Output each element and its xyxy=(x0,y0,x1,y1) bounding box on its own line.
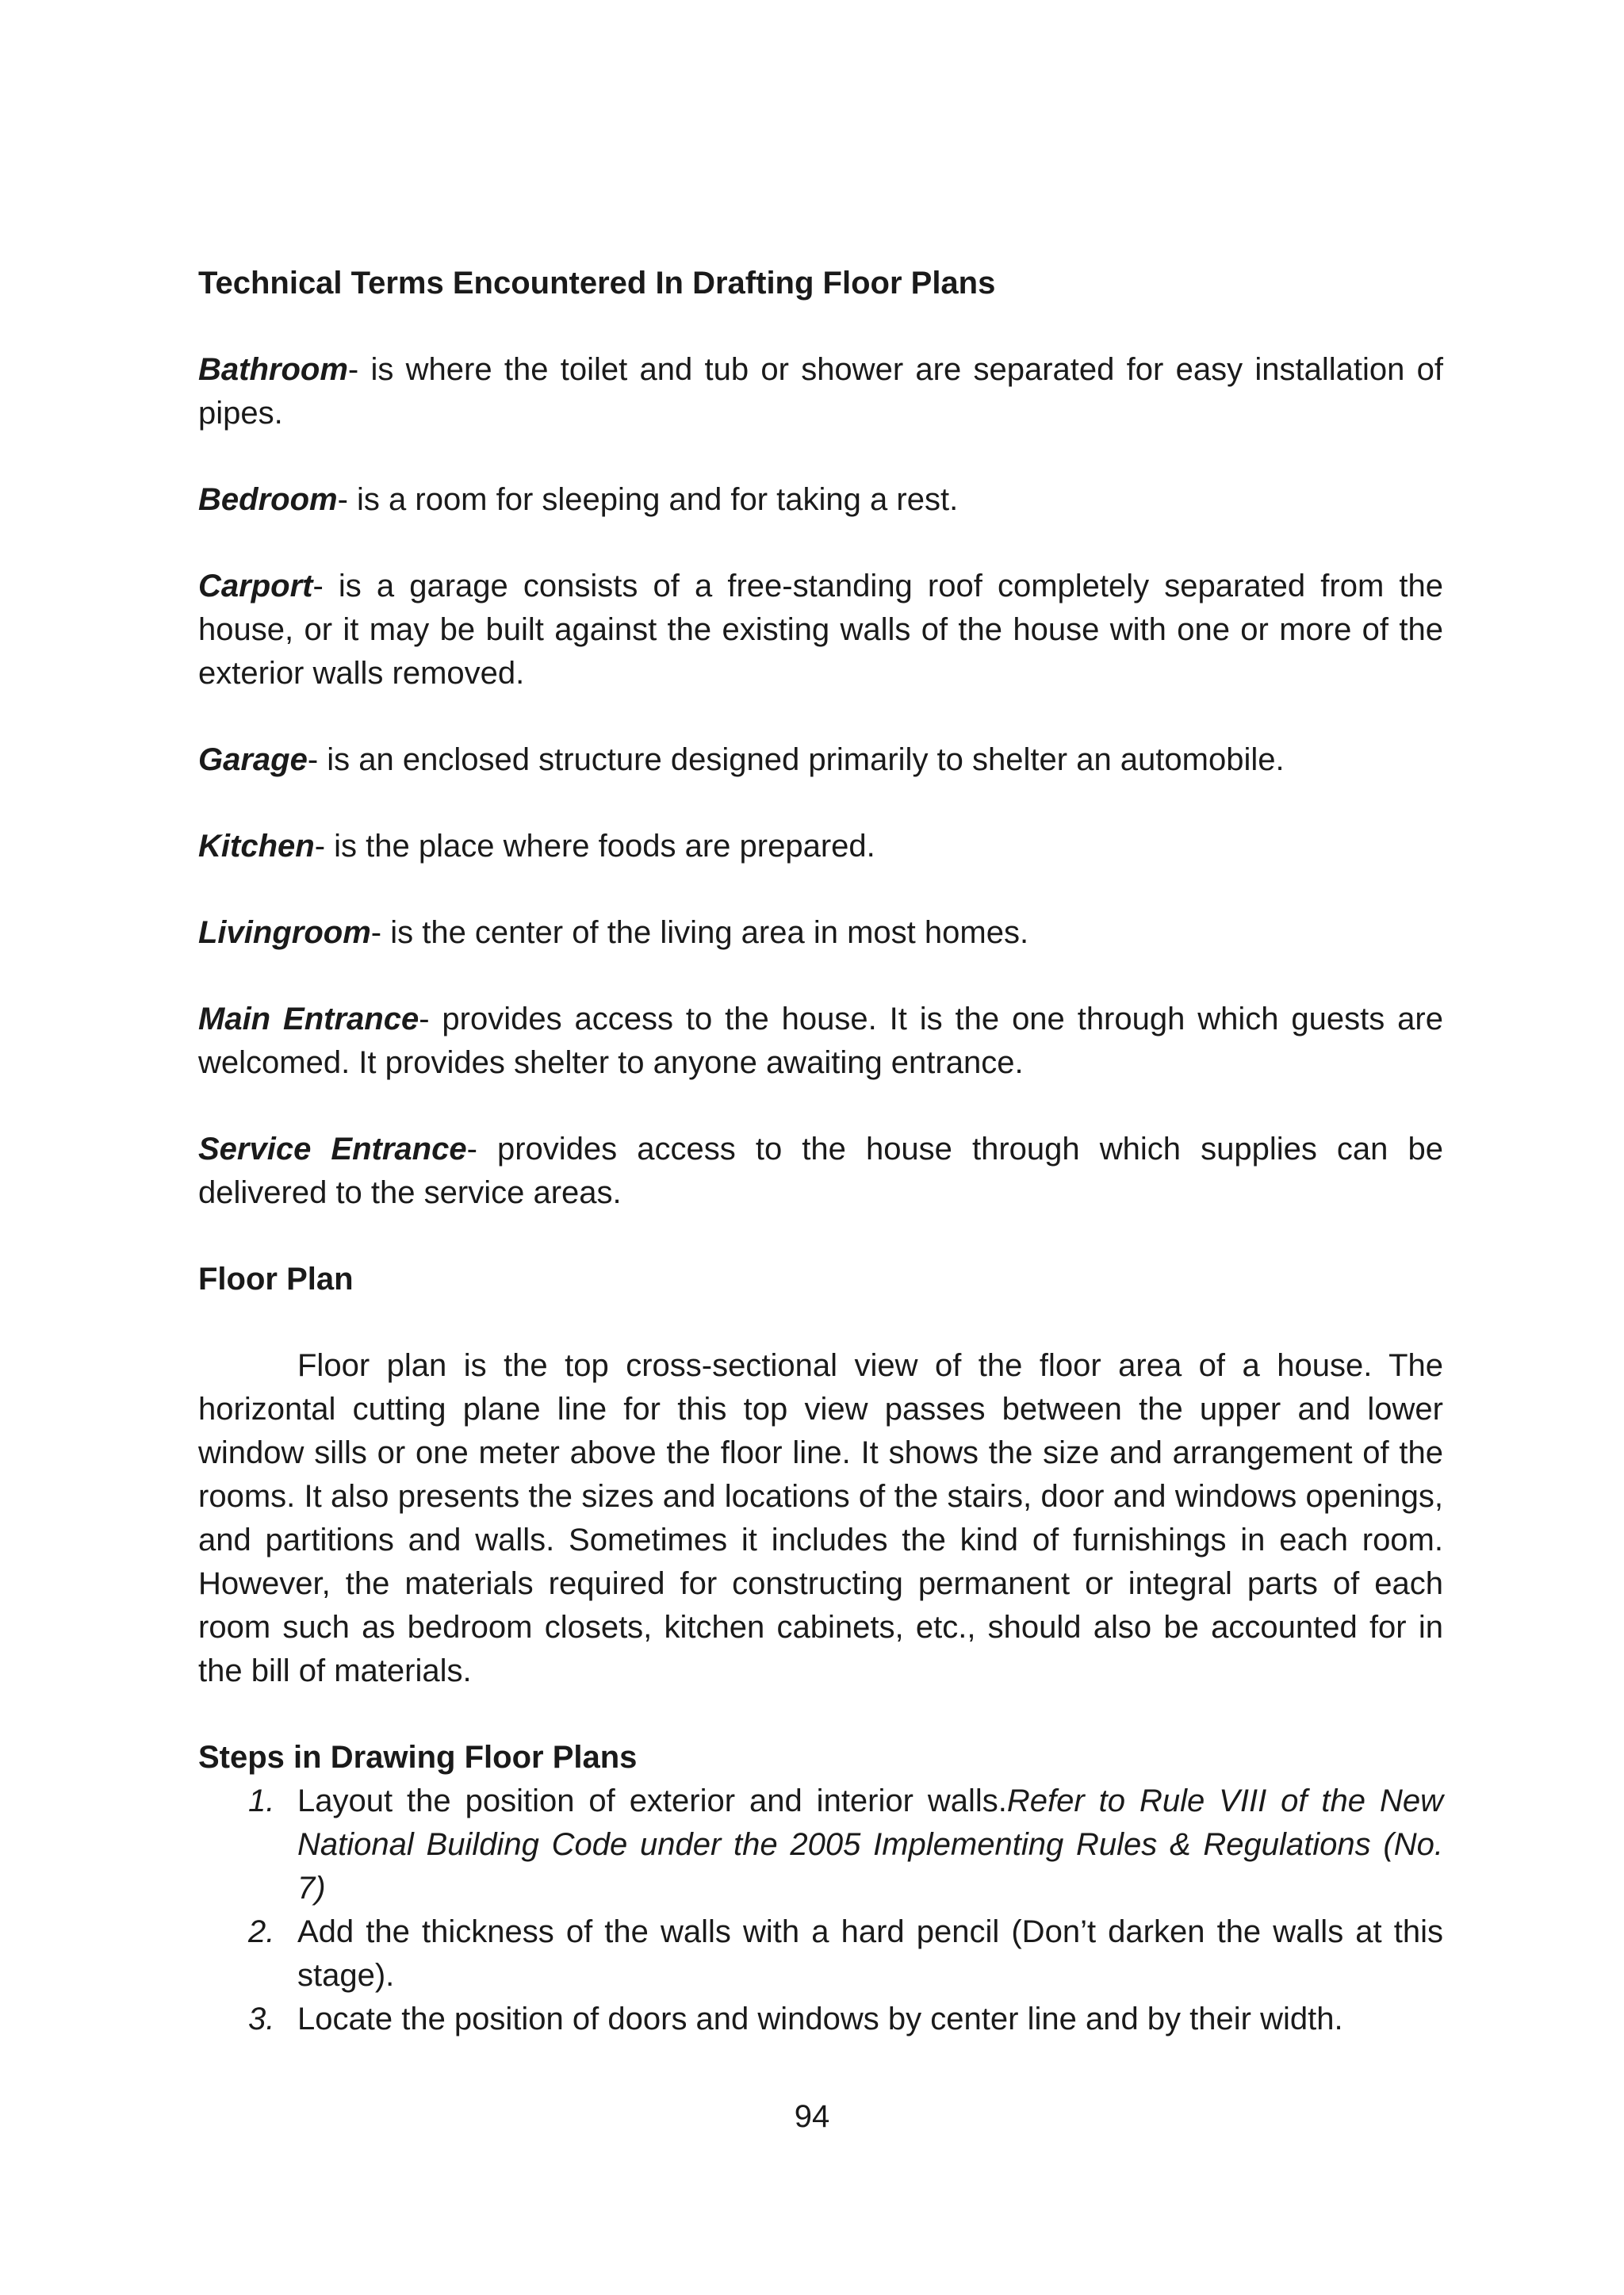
step-note: Refer to Rule VIII of the New National Building Code under the 2005 Implementing Rules & Regulations (No. 7) xyxy=(297,1784,1443,1906)
term-label: Main Entrance xyxy=(198,1002,419,1036)
term-label: Service Entrance xyxy=(198,1132,467,1167)
term-definition: - provides access to the house through which supplies can be delivered to the service areas. xyxy=(198,1132,1443,1210)
list-item xyxy=(198,1998,1443,2041)
step-text: Add the thickness of the walls with a hard pencil (Don’t darken the walls at this stage). xyxy=(297,1914,1443,1993)
term-definition: - is an enclosed structure designed primarily to shelter an automobile. xyxy=(307,742,1285,777)
term-label: Bathroom xyxy=(198,352,348,387)
page-title: Technical Terms Encountered In Drafting Floor Plans xyxy=(198,266,996,301)
step-number: 2. xyxy=(248,1914,275,1949)
list-item xyxy=(198,1910,1443,1998)
step-number: 3. xyxy=(248,2002,275,2036)
term-definition: - is the place where foods are prepared. xyxy=(314,829,875,864)
term-definition: - is where the toilet and tub or shower are separated for easy installation of pipes. xyxy=(198,352,1443,431)
term-bathroom xyxy=(198,348,1443,435)
document-page xyxy=(198,262,1443,2041)
floor-plan-body: Floor plan is the top cross-sectional view of the floor area of a house. The horizontal cutting plane line for this top view passes between the upper and lower window sills or one meter above the floor line. It shows the size and arrangement of the rooms. It also presents the sizes and locations of the stairs, door and windows openings, and partitions and walls. Sometimes it includes the kind of furnishings in each room. However, the materials required for constructing permanent or integral parts of each room such as bedroom closets, kitchen cabinets, etc., should also be accounted for in the bill of materials. xyxy=(198,1348,1443,1688)
step-text: Layout the position of exterior and interior walls. xyxy=(297,1784,1007,1818)
step-text: Locate the position of doors and windows by center line and by their width. xyxy=(297,2002,1343,2036)
term-carport xyxy=(198,565,1443,695)
list-item xyxy=(198,1780,1443,1910)
term-label: Garage xyxy=(198,742,308,777)
term-service-entrance xyxy=(198,1128,1443,1215)
term-kitchen xyxy=(198,825,1443,868)
term-label: Kitchen xyxy=(198,829,315,864)
floor-plan-heading: Floor Plan xyxy=(198,1262,354,1297)
term-definition: - is a garage consists of a free-standing roof completely separated from the house, or it may be built against the existing walls of the house with one or more of the exterior walls removed. xyxy=(198,569,1443,691)
term-garage xyxy=(198,738,1443,782)
term-definition: - is a room for sleeping and for taking a rest. xyxy=(337,482,959,517)
term-label: Carport xyxy=(198,569,313,603)
steps-list xyxy=(198,1780,1443,2041)
term-definition: - is the center of the living area in most homes. xyxy=(370,915,1029,950)
term-label: Bedroom xyxy=(198,482,338,517)
term-livingroom xyxy=(198,911,1443,955)
page-number: 94 xyxy=(794,2099,830,2134)
step-number: 1. xyxy=(248,1784,275,1818)
term-bedroom xyxy=(198,478,1443,522)
term-label: Livingroom xyxy=(198,915,371,950)
term-definition: - provides access to the house. It is the one through which guests are welcomed. It provides shelter to anyone awaiting entrance. xyxy=(198,1002,1443,1080)
steps-heading: Steps in Drawing Floor Plans xyxy=(198,1740,638,1775)
term-main-entrance xyxy=(198,998,1443,1085)
